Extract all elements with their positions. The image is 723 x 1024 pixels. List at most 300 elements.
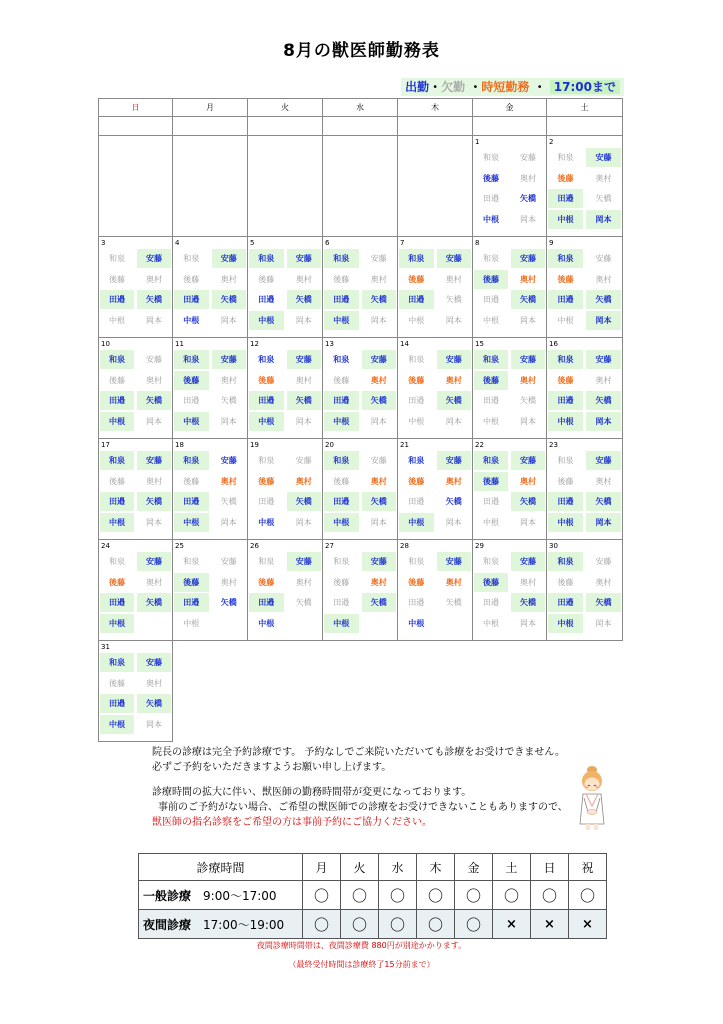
legend-separator: ・ — [533, 80, 546, 94]
staff-name: 後藤 — [408, 476, 425, 486]
staff-name: 矢橋 — [137, 391, 171, 410]
staff-name: 和泉 — [324, 249, 359, 268]
staff-name: 後藤 — [557, 375, 574, 385]
staff-name: 奥村 — [220, 375, 237, 385]
day-number: 31 — [101, 643, 110, 651]
staff-name: 奥村 — [595, 173, 612, 183]
day-number: 15 — [475, 340, 484, 348]
staff-name: 田邉 — [483, 598, 499, 607]
staff-name: 岡本 — [445, 315, 462, 325]
staff-name: 田邉 — [333, 598, 350, 607]
staff-name: 中根 — [174, 513, 209, 532]
hours-day: 火 — [341, 854, 379, 881]
staff-name: 中根 — [258, 618, 275, 628]
staff-name: 岡本 — [220, 416, 237, 426]
staff-name: 奥村 — [520, 476, 536, 486]
staff-name: 後藤 — [258, 274, 275, 284]
empty-day-cell — [248, 641, 323, 742]
staff-name: 安藤 — [146, 355, 162, 364]
staff-empty — [137, 614, 171, 633]
empty-day-cell — [173, 136, 248, 237]
staff-name: 和泉 — [557, 153, 574, 162]
staff-name: 奥村 — [370, 476, 387, 486]
staff-name: 奥村 — [520, 173, 536, 183]
legend-present: 出勤 — [405, 80, 430, 94]
staff-name: 和泉 — [408, 456, 425, 465]
weekday-sat: 土 — [547, 99, 623, 117]
staff-name: 安藤 — [595, 254, 612, 263]
day-cell — [173, 338, 248, 439]
day-cell — [323, 439, 398, 540]
staff-name: 和泉 — [548, 249, 583, 268]
staff-name: 矢橋 — [445, 598, 462, 607]
day-number: 6 — [325, 239, 330, 247]
day-number: 20 — [325, 441, 334, 449]
staff-name: 中根 — [548, 513, 583, 532]
staff-name: 中根 — [324, 311, 359, 330]
staff-name: 安藤 — [220, 456, 237, 465]
staff-name: 中根 — [100, 412, 134, 431]
day-cell — [547, 540, 623, 641]
staff-name: 安藤 — [287, 552, 322, 571]
hours-row-night — [139, 910, 607, 939]
staff-name: 和泉 — [183, 254, 200, 263]
day-number: 13 — [325, 340, 334, 348]
staff-name: 矢橋 — [520, 396, 536, 405]
staff-empty — [212, 614, 247, 633]
hours-day: 木 — [417, 854, 455, 881]
day-cell — [323, 540, 398, 641]
staff-name: 岡本 — [445, 416, 462, 426]
staff-name: 田邉 — [324, 492, 359, 511]
staff-name: 和泉 — [100, 451, 134, 470]
staff-name: 和泉 — [258, 557, 275, 566]
staff-name: 奥村 — [370, 375, 387, 385]
day-cell — [473, 237, 547, 338]
hours-mark: × — [493, 910, 531, 939]
staff-name: 田邉 — [324, 391, 359, 410]
staff-name: 後藤 — [109, 678, 125, 688]
staff-name: 中根 — [249, 311, 284, 330]
staff-grid — [99, 653, 172, 734]
staff-name: 後藤 — [258, 375, 275, 385]
day-cell — [547, 338, 623, 439]
blank-cell — [547, 117, 623, 136]
staff-name: 田邉 — [408, 598, 425, 607]
hours-mark: 〇 — [341, 881, 379, 910]
staff-name: 安藤 — [220, 557, 237, 566]
staff-name: 後藤 — [474, 573, 508, 592]
staff-name: 矢橋 — [520, 194, 536, 203]
staff-name: 奥村 — [295, 274, 312, 284]
staff-name: 中根 — [100, 513, 134, 532]
staff-name: 田邉 — [100, 290, 134, 309]
hours-mark: 〇 — [455, 881, 493, 910]
note-line-red: 獣医師の指名診察をご希望の方は事前予約にご協力ください。 — [152, 817, 432, 828]
calendar-week-row — [99, 338, 623, 439]
day-number: 14 — [400, 340, 409, 348]
staff-name: 矢橋 — [445, 497, 462, 506]
staff-name: 中根 — [100, 614, 134, 633]
staff-name: 後藤 — [258, 476, 275, 486]
day-cell — [547, 439, 623, 540]
day-number: 9 — [549, 239, 554, 247]
staff-name: 後藤 — [109, 476, 125, 486]
staff-name: 後藤 — [258, 577, 275, 587]
staff-grid — [323, 552, 397, 633]
staff-empty — [362, 614, 397, 633]
staff-name: 田邉 — [100, 694, 134, 713]
hours-table — [138, 853, 607, 939]
empty-day-cell — [473, 641, 547, 742]
day-cell — [473, 540, 547, 641]
hours-mark: × — [569, 910, 607, 939]
staff-name: 田邉 — [408, 497, 425, 506]
day-number: 17 — [101, 441, 110, 449]
staff-name: 田邉 — [100, 391, 134, 410]
staff-name: 安藤 — [295, 456, 312, 465]
empty-day-cell — [173, 641, 248, 742]
empty-day-cell — [547, 641, 623, 742]
staff-grid — [173, 451, 247, 532]
day-cell — [398, 540, 473, 641]
staff-name: 田邉 — [483, 295, 499, 304]
staff-name: 矢橋 — [586, 290, 621, 309]
day-cell — [473, 439, 547, 540]
staff-name: 和泉 — [174, 350, 209, 369]
staff-name: 矢橋 — [595, 194, 612, 203]
staff-name: 奥村 — [370, 274, 387, 284]
day-cell — [248, 540, 323, 641]
staff-name: 中根 — [174, 412, 209, 431]
staff-name: 和泉 — [174, 451, 209, 470]
staff-grid — [398, 552, 472, 633]
staff-name: 岡本 — [295, 416, 312, 426]
staff-grid — [398, 451, 472, 532]
day-number: 19 — [250, 441, 259, 449]
staff-name: 矢橋 — [511, 290, 545, 309]
note-line: 院長の診療は完全予約診療です。 予約なしでご来院いただいても診療をお受けできません。 — [152, 747, 565, 758]
hours-day: 金 — [455, 854, 493, 881]
staff-grid — [547, 451, 622, 532]
note-line: 診療時間の拡大に伴い、獣医師の勤務時間帯が変更になっております。 — [152, 787, 472, 798]
staff-grid — [547, 249, 622, 330]
day-number: 27 — [325, 542, 334, 550]
day-cell — [323, 338, 398, 439]
staff-name: 安藤 — [212, 249, 247, 268]
staff-name: 矢橋 — [445, 295, 462, 304]
staff-grid — [173, 552, 247, 633]
page-title: 8月の獣医師勤務表 — [283, 41, 440, 61]
staff-grid — [473, 552, 546, 633]
blank-cell — [173, 117, 248, 136]
staff-name: 後藤 — [333, 476, 350, 486]
staff-name: 矢橋 — [220, 396, 237, 405]
hours-mark: 〇 — [569, 881, 607, 910]
staff-grid — [248, 350, 322, 431]
staff-name: 安藤 — [287, 249, 322, 268]
hours-mark: 〇 — [417, 881, 455, 910]
staff-name: 田邉 — [174, 492, 209, 511]
staff-name: 田邉 — [174, 593, 209, 612]
staff-name: 和泉 — [100, 350, 134, 369]
staff-empty — [437, 614, 472, 633]
staff-name: 中根 — [109, 315, 125, 325]
hours-mark: 〇 — [341, 910, 379, 939]
schedule-calendar — [98, 98, 623, 742]
blank-cell — [248, 117, 323, 136]
staff-grid — [99, 552, 172, 633]
day-number: 2 — [549, 138, 554, 146]
note-line: 事前のご予約がない場合、ご希望の獣医師での診療をお受けできないこともありますので、 — [158, 802, 568, 813]
day-cell — [173, 540, 248, 641]
staff-name: 矢橋 — [511, 492, 545, 511]
staff-name: 和泉 — [474, 350, 508, 369]
staff-name: 中根 — [483, 517, 499, 527]
staff-name: 和泉 — [483, 153, 499, 162]
day-cell — [248, 439, 323, 540]
staff-name: 奥村 — [520, 274, 536, 284]
day-cell — [248, 237, 323, 338]
calendar-week-row — [99, 540, 623, 641]
day-cell — [99, 237, 173, 338]
staff-name: 奥村 — [146, 577, 162, 587]
staff-grid — [173, 249, 247, 330]
staff-name: 中根 — [183, 315, 200, 325]
day-number: 8 — [475, 239, 480, 247]
staff-grid — [248, 249, 322, 330]
legend-short: 時短勤務 — [481, 80, 530, 94]
staff-grid — [248, 451, 322, 532]
staff-name: 安藤 — [511, 350, 545, 369]
staff-name: 岡本 — [586, 412, 621, 431]
day-number: 30 — [549, 542, 558, 550]
legend-until: 17:00まで — [550, 80, 620, 94]
staff-name: 田邉 — [258, 295, 275, 304]
staff-name: 奥村 — [370, 577, 387, 587]
staff-name: 岡本 — [595, 618, 612, 628]
hours-row-general — [139, 881, 607, 910]
weekday-header-row — [99, 99, 623, 117]
staff-name: 和泉 — [324, 451, 359, 470]
staff-name: 和泉 — [333, 355, 350, 364]
staff-name: 安藤 — [370, 456, 387, 465]
day-cell — [248, 338, 323, 439]
staff-name: 矢橋 — [362, 391, 397, 410]
staff-name: 矢橋 — [137, 593, 171, 612]
staff-name: 安藤 — [437, 249, 472, 268]
blank-row — [99, 117, 623, 136]
day-number: 22 — [475, 441, 484, 449]
staff-name: 後藤 — [109, 274, 125, 284]
hours-mark: 〇 — [417, 910, 455, 939]
hours-header-row — [139, 854, 607, 881]
staff-name: 後藤 — [474, 270, 508, 289]
staff-name: 安藤 — [370, 254, 387, 263]
staff-name: 中根 — [408, 315, 425, 325]
day-number: 26 — [250, 542, 259, 550]
staff-name: 矢橋 — [295, 598, 312, 607]
staff-name: 田邉 — [324, 290, 359, 309]
staff-name: 和泉 — [109, 557, 125, 566]
staff-name: 奥村 — [146, 476, 162, 486]
staff-name: 奥村 — [445, 577, 462, 587]
staff-name: 後藤 — [109, 577, 125, 587]
empty-day-cell — [398, 136, 473, 237]
staff-grid — [547, 148, 622, 229]
hours-mark: 〇 — [303, 881, 341, 910]
staff-grid — [173, 350, 247, 431]
staff-grid — [323, 451, 397, 532]
hours-row-label — [139, 881, 303, 910]
staff-name: 和泉 — [408, 355, 425, 364]
weekday-wed: 水 — [323, 99, 398, 117]
notes — [152, 745, 568, 830]
staff-name: 和泉 — [333, 557, 350, 566]
staff-name: 中根 — [548, 412, 583, 431]
day-cell — [547, 237, 623, 338]
staff-name: 田邉 — [483, 194, 499, 203]
staff-name: 中根 — [100, 715, 134, 734]
staff-name: 矢橋 — [362, 290, 397, 309]
legend — [401, 78, 624, 96]
staff-name: 奥村 — [146, 678, 162, 688]
staff-name: 田邉 — [399, 290, 434, 309]
staff-name: 中根 — [324, 412, 359, 431]
staff-empty — [287, 614, 322, 633]
staff-name: 田邉 — [548, 492, 583, 511]
day-number: 25 — [175, 542, 184, 550]
staff-grid — [398, 350, 472, 431]
staff-name: 奥村 — [595, 375, 612, 385]
blank-cell — [473, 117, 547, 136]
empty-day-cell — [323, 136, 398, 237]
hours-day: 水 — [379, 854, 417, 881]
staff-name: 後藤 — [557, 476, 574, 486]
staff-name: 中根 — [483, 618, 499, 628]
legend-absent: 欠勤 — [441, 80, 466, 94]
staff-name: 中根 — [399, 513, 434, 532]
hours-day: 祝 — [569, 854, 607, 881]
staff-name: 田邉 — [408, 396, 425, 405]
day-number: 5 — [250, 239, 255, 247]
staff-name: 田邉 — [548, 391, 583, 410]
staff-name: 和泉 — [557, 456, 574, 465]
weekday-sun: 日 — [99, 99, 173, 117]
staff-name: 後藤 — [174, 371, 209, 390]
staff-name: 安藤 — [437, 451, 472, 470]
staff-name: 岡本 — [520, 315, 536, 325]
staff-name: 岡本 — [220, 517, 237, 527]
staff-name: 岡本 — [220, 315, 237, 325]
staff-name: 和泉 — [249, 249, 284, 268]
staff-name: 岡本 — [586, 210, 621, 229]
staff-name: 奥村 — [445, 274, 462, 284]
staff-name: 矢橋 — [362, 492, 397, 511]
staff-grid — [473, 350, 546, 431]
staff-name: 安藤 — [137, 249, 171, 268]
staff-name: 中根 — [258, 517, 275, 527]
staff-name: 田邉 — [183, 396, 200, 405]
staff-name: 安藤 — [212, 350, 247, 369]
staff-name: 安藤 — [137, 552, 171, 571]
staff-name: 奥村 — [595, 577, 612, 587]
day-cell — [473, 136, 547, 237]
staff-name: 奥村 — [146, 375, 162, 385]
staff-name: 安藤 — [511, 451, 545, 470]
staff-name: 後藤 — [333, 375, 350, 385]
staff-name: 和泉 — [399, 249, 434, 268]
calendar-week-row — [99, 641, 623, 742]
empty-day-cell — [398, 641, 473, 742]
hours-mark: 〇 — [379, 910, 417, 939]
staff-name: 岡本 — [445, 517, 462, 527]
hours-mark: × — [531, 910, 569, 939]
staff-name: 後藤 — [474, 371, 508, 390]
day-cell — [547, 136, 623, 237]
staff-name: 矢橋 — [137, 492, 171, 511]
staff-name: 後藤 — [183, 476, 200, 486]
staff-name: 岡本 — [586, 311, 621, 330]
staff-name: 後藤 — [557, 577, 574, 587]
hours-mark: 〇 — [531, 881, 569, 910]
staff-name: 岡本 — [520, 618, 536, 628]
staff-name: 矢橋 — [437, 391, 472, 410]
empty-day-cell — [248, 136, 323, 237]
day-number: 21 — [400, 441, 409, 449]
staff-name: 矢橋 — [586, 492, 621, 511]
day-number: 12 — [250, 340, 259, 348]
staff-name: 矢橋 — [287, 290, 322, 309]
day-cell — [398, 237, 473, 338]
staff-name: 岡本 — [146, 517, 162, 527]
day-number: 10 — [101, 340, 110, 348]
day-cell — [99, 439, 173, 540]
calendar-week-row — [99, 136, 623, 237]
staff-name: 和泉 — [483, 557, 499, 566]
staff-name: 岡本 — [520, 214, 536, 224]
staff-name: 中根 — [183, 618, 200, 628]
staff-name: 田邉 — [483, 396, 499, 405]
weekday-thu: 木 — [398, 99, 473, 117]
staff-grid — [547, 552, 622, 633]
legend-separator: ・ — [469, 80, 482, 94]
staff-name: 和泉 — [183, 557, 200, 566]
hours-mark: 〇 — [493, 881, 531, 910]
day-number: 24 — [101, 542, 110, 550]
staff-name: 後藤 — [183, 274, 200, 284]
hours-day: 日 — [531, 854, 569, 881]
blank-cell — [99, 117, 173, 136]
staff-name: 中根 — [557, 315, 574, 325]
hours-row-name: 一般診療 — [143, 888, 192, 903]
weekday-fri: 金 — [473, 99, 547, 117]
staff-name: 矢橋 — [212, 290, 247, 309]
day-cell — [99, 540, 173, 641]
weekday-mon: 月 — [173, 99, 248, 117]
staff-name: 田邉 — [249, 391, 284, 410]
staff-name: 和泉 — [258, 456, 275, 465]
hours-day: 土 — [493, 854, 531, 881]
night-fee-note: 夜間診療時間帯は、夜間診療費 880円が別途かかります。 — [256, 941, 467, 950]
staff-name: 中根 — [249, 412, 284, 431]
staff-name: 岡本 — [295, 315, 312, 325]
day-cell — [173, 439, 248, 540]
staff-name: 岡本 — [370, 416, 387, 426]
staff-name: 安藤 — [595, 557, 612, 566]
staff-name: 後藤 — [408, 274, 425, 284]
staff-name: 中根 — [483, 416, 499, 426]
